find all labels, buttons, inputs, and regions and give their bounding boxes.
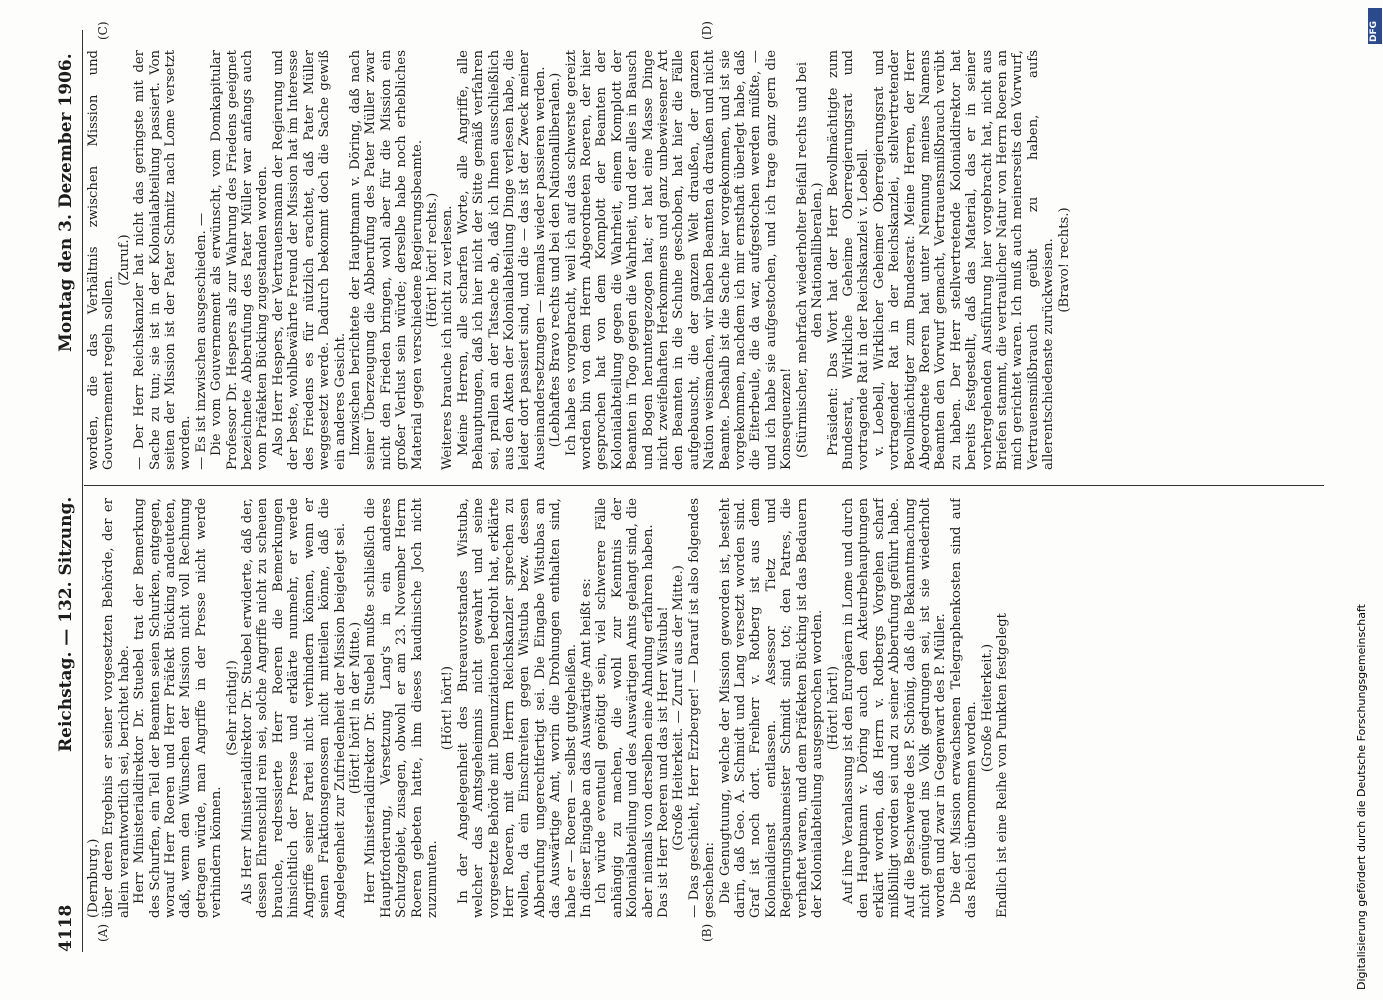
paragraph: In der Angelegenheit des Bureauvorstandes Wistuba, welcher das Amtsgeheimnis nicht gewahrt und seine vorgesetzte Behörde mit Denunziationen bedroht hat, erklärte Herr Roeren, mit dem Herrn Reichskanzler sprechen zu wollen, da ein Einschreiten gegen Wistuba bezw. dessen Abberufung ungerechtfertigt sei. Die Eingabe Wistubas an das Auswärtige Amt, worin die Drohungen enthalten sind, habe er — Roeren — selbst gutgeheißen. (455, 498, 579, 918)
dfg-logo (1368, 8, 1382, 44)
paragraph: Die der Mission erwachsenen Telegraphenkosten sind auf das Reich übernommen worden. (948, 498, 980, 918)
paragraph: Endlich ist eine Reihe von Punkten festgelegt (994, 613, 1010, 918)
page-number: 4118 (56, 904, 76, 952)
text-column-left (86, 498, 1326, 918)
paragraph: (Hört! hört!) (440, 665, 456, 751)
paragraph: (Stürmischer, mehrfach wiederholter Beifall rechts und bei den Nationalliberalen.) (794, 61, 826, 459)
paragraph: Die Genugtuung, welche der Mission geworden ist, besteht darin, daß Geo. A. Schmidt und Lang versetzt worden sind. Graf ist noch dort. Freiherr v. Rotberg ist aus dem Kolonialdienst entlassen. Assessor Tietz und Regierungsbaumeister Schmidt sind tot; den Patres, die verhaftet waren, und dem Präfekten Bücking ist das Bedauern der Kolonialabteilung ausgesprochen worden. (717, 498, 826, 918)
paragraph: (Große Heiterkeit.) (979, 643, 995, 773)
dfg-logo-text: DFG (1369, 20, 1379, 42)
paragraph: Als Herr Ministerialdirektor Dr. Stuebel erwiderte, daß der, dessen Ehrenschild rein sei, solche Angriffe nicht zu scheuen brauche, redressierte Herr Roeren die Bemerkungen hinsichtlich der Presse und erklärte nunmehr, er werde Angriffe seiner Partei nicht verhindern können, wenn er seinen Fraktionsgenossen nicht mitteilen könne, daß die Angelegenheit zur Zufriedenheit der Mission beigelegt sei. (240, 498, 348, 918)
paragraph: (Hört! hört!) (825, 665, 841, 751)
paragraph: worden, die das Verhältnis zwischen Mission und Gouvernement regeln sollen. (86, 50, 117, 470)
paragraph: Herr Ministerialdirektor Dr. Stuebel trat der Bemerkung des Schurfen, ein Teil der Beamten seien Schurken, entgegen, worauf Herr Roeren und Herr Präfekt Bücking andeuteten, daß, wenn den Wünschen der Mission nicht voll Rechnung getragen würde, man Angriffe in der Presse nicht werde verhindern können. (132, 498, 225, 918)
paragraph: Ich würde eventuell genötigt sein, viel schwerere Fälle anhängig zu machen, die wohl zur Kenntnis der Kolonialabteilung und des Auswärtigen Amts gelangt sind, die aber niemals von derselben eine Ahndung erfahren haben. (594, 498, 656, 918)
paragraph: Die vom Gouvernement als erwünscht, vom Domkapitular Professor Dr. Hespers als zur Wahrung des Friedens geeignet bezeichnete Abberufung des Pater Müller war anfangs auch vom Präfekten Bücking zugestanden worden. (209, 50, 271, 470)
text-column-right (86, 50, 1326, 470)
paragraph: Herr Ministerialdirektor Dr. Stuebel mußte schließlich die Hauptforderung, Versetzung Lang's in ein anderes Schutzgebiet, zusagen, obwohl er am 23. November Herrn Roeren gebeten hatte, ihm dieses kaudinische Joch nicht zuzumuten. (363, 498, 440, 918)
margin-marker-d: (D) (700, 21, 714, 40)
paragraph: Weiteres brauche ich nicht zu verlesen. (440, 205, 456, 470)
paragraph: (Hört! hört! rechts.) (424, 192, 440, 328)
paragraph: (Bravo! rechts.) (1056, 207, 1072, 313)
header-rule (82, 30, 83, 952)
paragraph: Das ist Herr Roeren und das ist Herr Wistuba! (656, 606, 672, 918)
header-left-title: Reichstag. — 132. Sitzung. (56, 496, 76, 752)
paragraph: Meine Herren, alle scharfen Worte, alle Angriffe, alle Behauptungen, daß ich hier nicht der Sitte gemäß verfahren sei, prallen an der Tatsache ab, daß ich Ihnen ausschließlich aus den Akten der Kolonialabteilung Dinge verlesen habe, die leider dort passiert sind, und die — das ist der Zweck meiner Auseinandersetzungen — niemals wieder passieren werden. (455, 50, 548, 470)
paragraph: (Lebhaftes Bravo rechts und bei den Nationalliberalen.) (548, 72, 564, 448)
paragraph: über deren Ergebnis er seiner vorgesetzten Behörde, der er allein verantwortlich sei, berichtet habe. (101, 498, 132, 918)
paragraph: v. Loebell, Wirklicher Geheimer Oberregierungsrat und vortragender Rat in der Reichskanzlei, stellvertretender Bevollmächtigter zum Bundesrat: Meine Herren, der Herr Abgeordnete Roeren hat unter Nennung meines Namens Beamten den Vorwurf gemacht, Vertrauensmißbrauch verübt zu haben. Der Herr stellvertretende Kolonialdirektor hat bereits festgestellt, daß das Material, das er in seiner vorhergehenden Ausführung hier vorgebracht hat, nicht aus Briefen stammt, die vertraulicher Natur von Herrn Roeren an mich gerichtet waren. Ich muß auch meinerseits den Vorwurf, Vertrauensmißbrauch geübt zu haben, aufs allerentschiedenste zurückweisen. (871, 50, 1057, 470)
paragraph: Inzwischen berichtete der Hauptmann v. Döring, daß nach seiner Überzeugung die Abberufung des Pater Müller zwar nicht den Frieden bringen, wohl aber für die Mission ein großer Verlust sein würde; derselbe habe noch erhebliches Material gegen verschiedene Regierungsbeamte. (347, 50, 425, 470)
header-right-title: Montag den 3. Dezember 1906. (56, 53, 76, 352)
paragraph: — Das geschieht, Herr Erzberger! — Darauf ist also folgendes geschehen: (686, 498, 718, 918)
paragraph: (Große Heiterkeit. — Zuruf aus der Mitte.) (671, 565, 687, 851)
paragraph: Auf ihre Veranlassung ist den Europäern in Lome und durch den Hauptmann v. Döring auch den Akteurbehauptungen erklärt worden, daß Herrn v. Rotbergs Vorgehen scharf mißbilligt worden sei und zu seiner Abberufung geführt habe. Auf die Beschwerde des P. Schönig, daß die Bekanntmachung nicht genügend ins Volk gedrungen sei, ist sie wiederholt worden und zwar in Gegenwart des P. Müller. (840, 498, 949, 918)
paragraph: (Hört! hört! in der Mitte.) (347, 621, 363, 795)
margin-marker-b: (B) (700, 923, 714, 942)
margin-marker-a: (A) (96, 923, 110, 942)
paragraph: Also Herr Hespers, der Vertrauensmann der Regierung und der beste, wohlbewährte Freund der Mission hat im Interesse des Friedens es für nützlich erachtet, daß Pater Müller weggesetzt werde. Dadurch bekommt doch die Sache gewiß ein anderes Gesicht. (270, 50, 348, 470)
column-divider (84, 485, 1324, 486)
paragraph: In dieser Eingabe an das Auswärtige Amt heißt es: (579, 578, 594, 918)
paragraph: (Zuruf.) (116, 234, 132, 286)
margin-marker-c: (C) (96, 21, 110, 40)
paragraph: (Sehr richtig!) (224, 660, 240, 756)
page-header (56, 30, 80, 952)
paragraph: — Es ist inzwischen ausgeschieden. — (193, 212, 209, 470)
credit-text: Digitalisierung gefördert durch die Deutsche Forschungsgemeinschaft (1355, 604, 1368, 990)
paragraph: (Dernburg.) (86, 838, 101, 918)
paragraph: Ich habe es vorgebracht, weil ich auf das schwerste gereizt worden bin von dem Herrn Abgeordneten Roeren, der hier gesprochen hat von dem Komplott der Beamten der Kolonialabteilung gegen die Wahrheit, einem Komplott der Beamten in Togo gegen die Wahrheit, und der alles in Bausch und Bogen heruntergezogen hat; er hat eine Masse Dinge nicht zweifelhaften Herkommens und ganz unbewiesener Art den Beamten in die Schuhe geschoben, hat hier die Fälle aufgebauscht, die der ganzen Welt draußen, der ganzen Nation weismachen, wir haben Beamten da draußen und nicht Beamte. Deshalb ist die Sache hier vorgekommen, und ist sie vorgekommen, nachdem ich mir ernsthaft überlegt habe, daß die Eiterbeule, die da war, aufgestochen werden müßte, — und ich habe sie aufgestochen, und ich trage ganz gern die Konsequenzen! (563, 50, 795, 470)
paragraph: Präsident: Das Wort hat der Herr Bevollmächtigte zum Bundesrat, Wirkliche Geheime Oberregierungsrat und vortragende Rat in der Reichskanzlei v. Loebell. (825, 50, 872, 470)
digitization-credit (1355, 30, 1369, 990)
paragraph: — Der Herr Reichskanzler hat nicht das geringste mit der Sache zu tun; sie ist in der Kolonialabteilung passiert. Von seiten der Mission ist der Pater Schmitz nach Lome versetzt worden. (132, 50, 194, 470)
